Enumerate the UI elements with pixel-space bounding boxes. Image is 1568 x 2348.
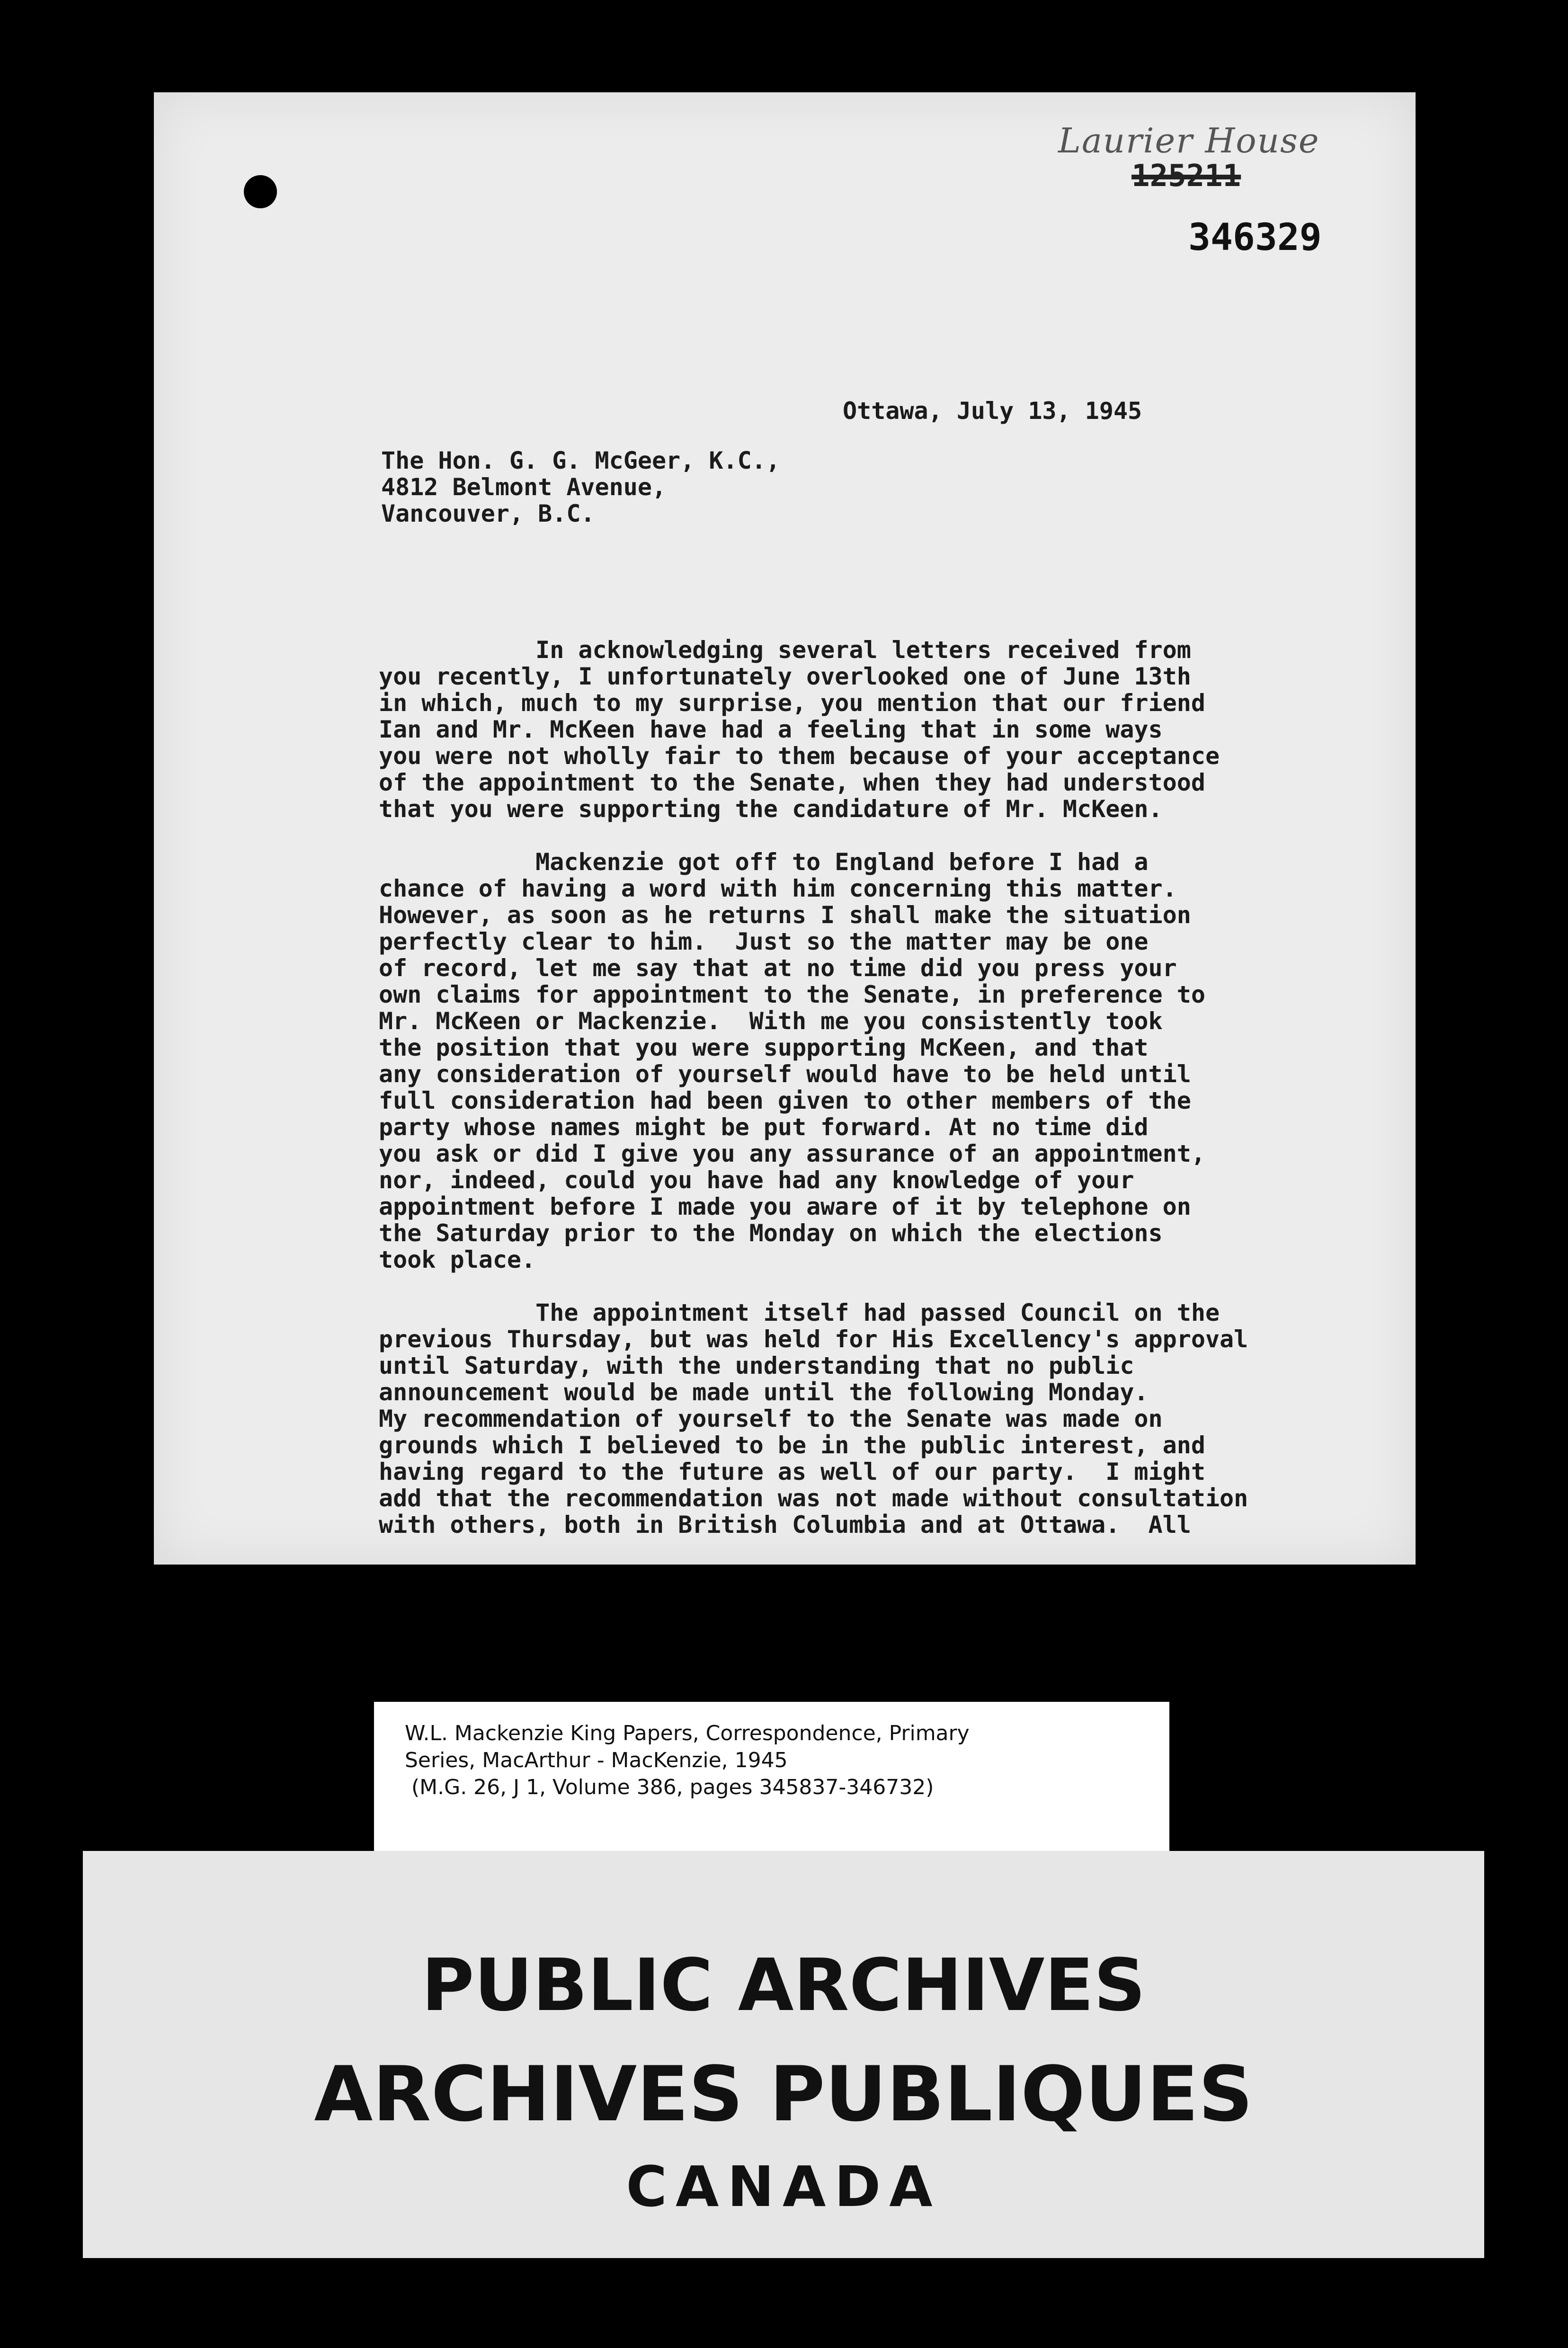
- folio-number: 346329: [1188, 216, 1322, 259]
- banner-line-french: ARCHIVES PUBLIQUES: [314, 2050, 1253, 2138]
- letter-page: [154, 92, 1416, 1565]
- banner-line-english: PUBLIC ARCHIVES: [421, 1943, 1146, 2027]
- citation-text: W.L. Mackenzie King Papers, Correspondence, Primary Series, MacArthur - MacKenzie, 1945 (M.G. 26, J 1, Volume 386, pages 345837-346732): [405, 1721, 970, 1799]
- recipient-address: The Hon. G. G. McGeer, K.C., 4812 Belmont Avenue, Vancouver, B.C.: [381, 447, 780, 527]
- punch-hole: [244, 175, 277, 208]
- archive-citation-label: [374, 1702, 1169, 1858]
- struck-out-number: 125211: [1131, 159, 1241, 194]
- dateline: Ottawa, July 13, 1945: [843, 397, 1142, 425]
- letter-body: In acknowledging several letters received from you recently, I unfortunately overlooked one of June 13th in which, much to my surprise, you mention that our friend Ian and Mr. McKeen have had a feeling that in some ways you were not wholly fair to them because of your acceptance of the appointment to the Senate, when they had understood that you were supporting the candidature of Mr. McKeen. Mackenzie got off to England before I had a chance of having a word with him concerning this matter. However, as soon as he returns I shall make the situation perfectly clear to him. Just so the matter may be one of record, let me say that at no time did you press your own claims for appointment to the Senate, in preference to Mr. McKeen or Mackenzie. With me you consistently took the position that you were supporting McKeen, and that any consideration of yourself would have to be held until full consideration had been given to other members of the party whose names might be put forward. At no time did you ask or did I give you any assurance of an appointment, nor, indeed, could you have had any knowledge of your appointment before I made you aware of it by telephone on the Saturday prior to the Monday on which the elections took place. The appointment itself had passed Council on the previous Thursday, but was held for His Excellency's approval until Saturday, with the understanding that no public announcement would be made until the following Monday. My recommendation of yourself to the Senate was made on grounds which I believed to be in the public interest, and having regard to the future as well of our party. I might add that the recommendation was not made without consultation with others, both in British Columbia and at Ottawa. All: [379, 636, 1248, 1539]
- banner-line-country: CANADA: [626, 2154, 941, 2219]
- handwritten-note: Laurier House: [1058, 121, 1320, 160]
- archives-banner: [83, 1851, 1484, 2258]
